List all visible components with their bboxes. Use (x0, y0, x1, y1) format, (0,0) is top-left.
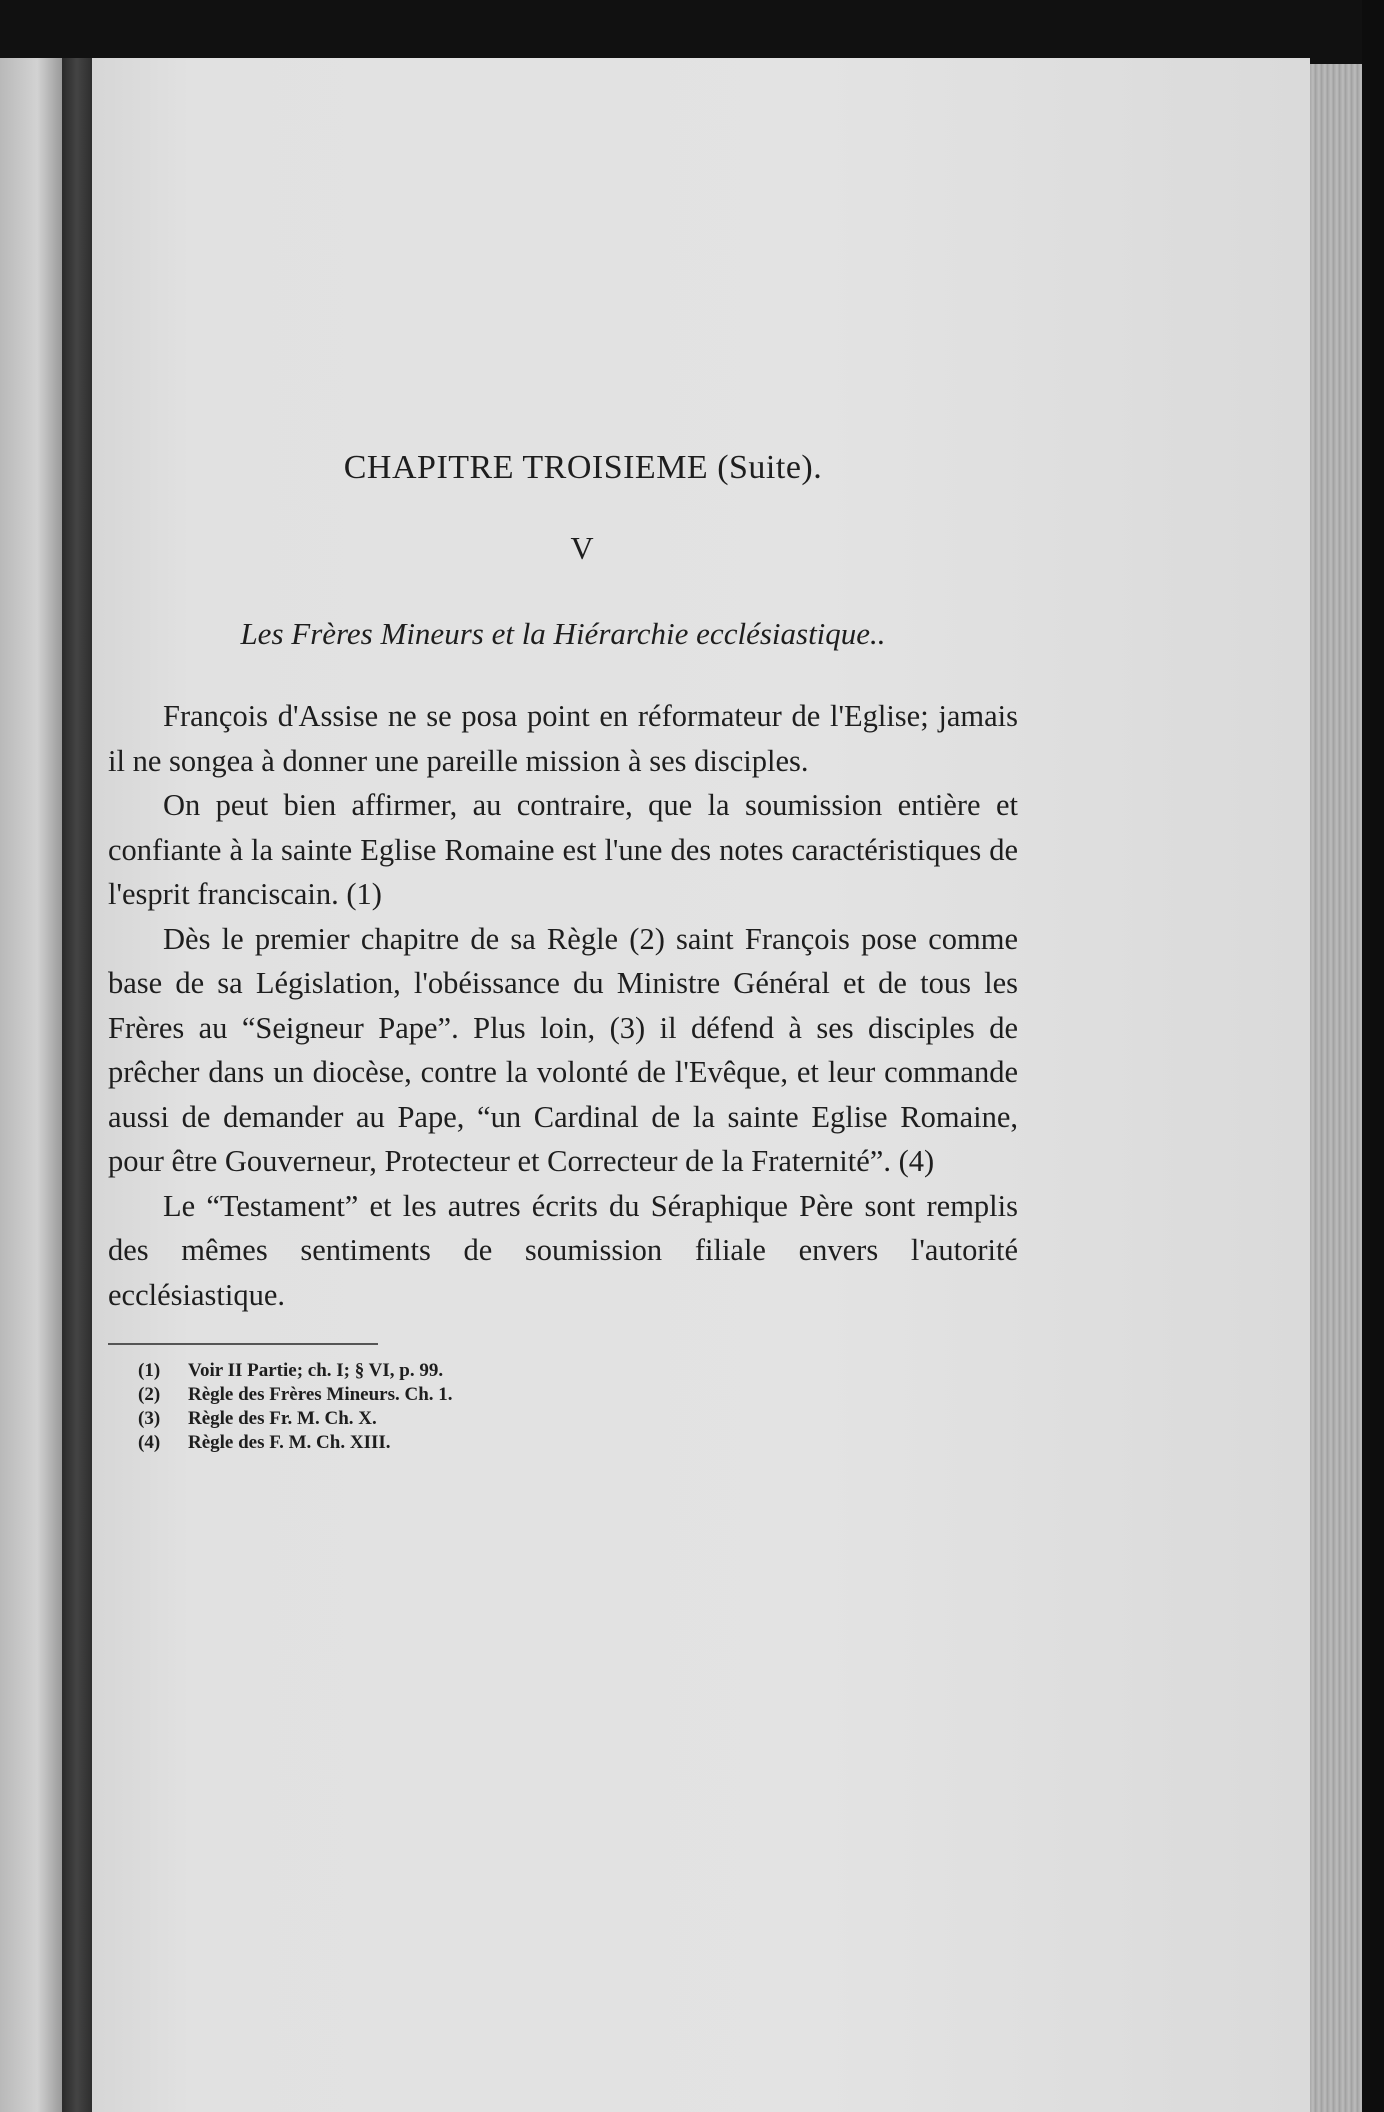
footnote-text: Règle des F. M. Ch. XIII. (188, 1432, 391, 1453)
footnote-number: (3) (138, 1408, 161, 1429)
footnote (138, 1383, 1018, 1407)
page-content (108, 446, 1018, 1455)
scan-border (1362, 0, 1384, 2112)
paragraph: François d'Assise ne se posa point en réformateur de l'Eglise; jamais il ne songea à donner une pareille mission à ses disciples. (108, 699, 1018, 778)
footnote (138, 1407, 1018, 1431)
footnotes (108, 1359, 1018, 1455)
footnote-divider (108, 1343, 378, 1345)
page-stack-edge (1310, 64, 1362, 2112)
paragraph: Dès le premier chapitre de sa Règle (2) saint François pose comme base de sa Législation, l'obéissance du Ministre Général et de tous les Frères au “Seigneur Pape”. Plus loin, (3) il défend à ses disciples de prêcher dans un diocèse, contre la volonté de l'Evêque, et leur commande aussi de demander au Pape, “un Cardinal de la sainte Eglise Romaine, pour être Gouverneur, Protecteur et Correcteur de la Fraternité”. (4) (108, 921, 1018, 1178)
footnote-number: (4) (138, 1432, 161, 1453)
paragraph: On peut bien affirmer, au contraire, que la soumission entière et confiante à la sainte Eglise Romaine est l'une des notes caractéristiques de l'esprit franciscain. (1) (108, 788, 1018, 911)
paragraph: Le “Testament” et les autres écrits du Séraphique Père sont remplis des mêmes sentiments de soumission filiale envers l'autorité ecclésiastique. (108, 1188, 1018, 1312)
section-number: V (570, 530, 594, 566)
footnote-number: (2) (138, 1384, 161, 1405)
book-gutter (62, 58, 92, 2112)
footnote-text: Règle des Frères Mineurs. Ch. 1. (188, 1384, 453, 1405)
section-heading: Les Frères Mineurs et la Hiérarchie ecclésiastique.. (240, 616, 886, 651)
footnote-number: (1) (138, 1360, 161, 1381)
chapter-title: CHAPITRE TROISIEME (Suite). (343, 449, 823, 486)
footnote (138, 1359, 1018, 1383)
footnote-text: Règle des Fr. M. Ch. X. (188, 1408, 377, 1429)
footnote-text: Voir II Partie; ch. I; § VI, p. 99. (188, 1360, 444, 1381)
footnote (138, 1431, 1018, 1455)
body-text (108, 694, 1018, 1317)
facing-page-edge (0, 58, 62, 2112)
